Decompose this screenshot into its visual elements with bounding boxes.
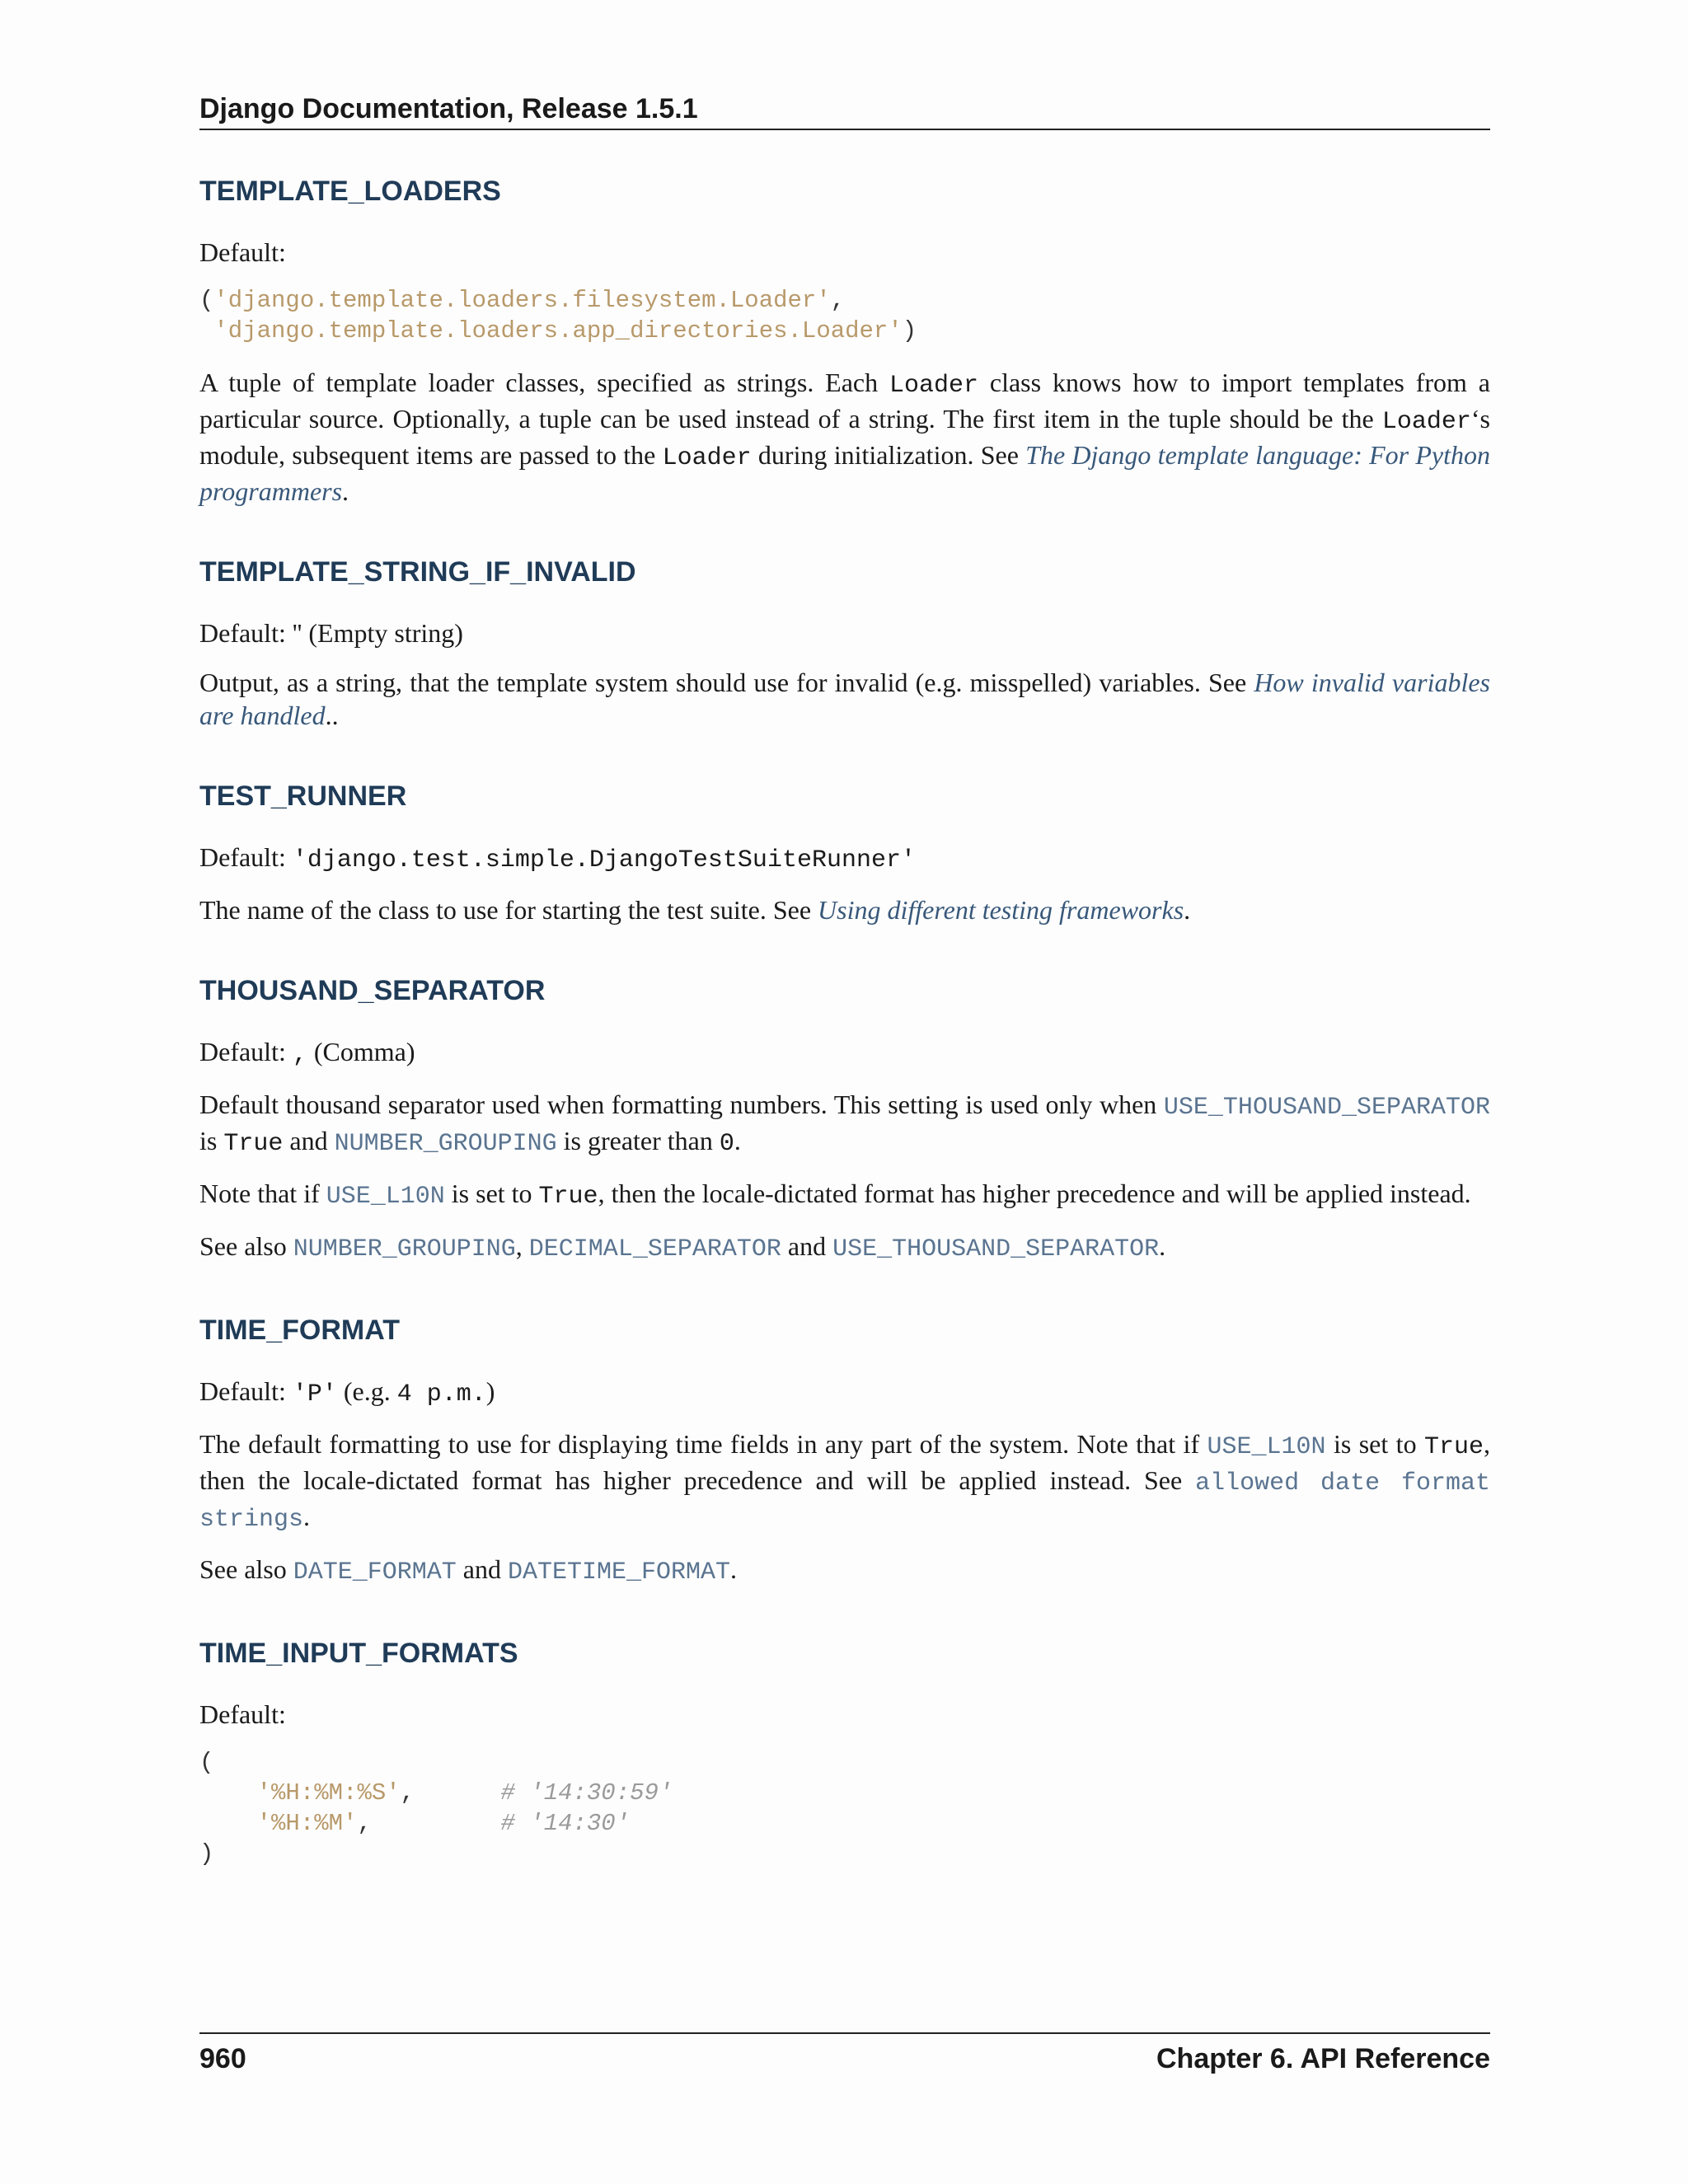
section-test-runner <box>199 778 1490 926</box>
code-comment: # '14:30:59' <box>500 1779 673 1807</box>
section-time-format <box>199 1312 1490 1589</box>
code-block: ( '%H:%M:%S', # '14:30:59' '%H:%M', # '14:30' ) <box>199 1749 673 1868</box>
link-template-language[interactable]: The Django template language: For Python programmers <box>199 440 1491 506</box>
default-label: Default: <box>199 237 286 267</box>
default-value: Default: '' (Empty string) <box>199 618 463 648</box>
note-paragraph: Note that if USE_L10N is set to True, then the locale-dictated format has higher precedence and will be applied instead. <box>199 1179 1471 1211</box>
ref-number-grouping[interactable]: NUMBER_GROUPING <box>293 1235 516 1263</box>
ref-date-format[interactable]: DATE_FORMAT <box>293 1558 457 1586</box>
description-paragraph: Default thousand separator used when formatting numbers. This setting is used only when USE_THOUSAND_SEPARATOR is True and NUMBER_GROUPING is greater than 0. <box>199 1090 1490 1158</box>
chapter-title: Chapter 6. API Reference <box>1156 2043 1490 2074</box>
code-string: '%H:%M' <box>256 1810 358 1837</box>
description-paragraph: The name of the class to use for starting the test suite. See Using different testing frameworks. <box>199 895 1191 925</box>
heading-test-runner: TEST_RUNNER <box>199 780 407 812</box>
code-string: '%H:%M:%S' <box>256 1779 401 1807</box>
section-template-loaders <box>199 173 1490 508</box>
see-also-paragraph: See also NUMBER_GROUPING, DECIMAL_SEPARATOR and USE_THOUSAND_SEPARATOR. <box>199 1231 1166 1263</box>
link-invalid-variables[interactable]: How invalid variables are handled <box>199 668 1491 730</box>
ref-use-l10n[interactable]: USE_L10N <box>326 1183 445 1211</box>
heading-time-input-formats: TIME_INPUT_FORMATS <box>199 1638 518 1669</box>
ref-use-thousand-separator[interactable]: USE_THOUSAND_SEPARATOR <box>1163 1094 1490 1122</box>
ref-number-grouping[interactable]: NUMBER_GROUPING <box>334 1130 557 1158</box>
ref-use-l10n[interactable]: USE_L10N <box>1207 1433 1326 1461</box>
ref-use-thousand-separator[interactable]: USE_THOUSAND_SEPARATOR <box>832 1235 1160 1263</box>
running-header <box>199 92 1490 130</box>
section-thousand-separator <box>199 972 1490 1266</box>
default-value: Default: , (Comma) <box>199 1037 415 1069</box>
page-number: 960 <box>199 2043 246 2074</box>
link-testing-frameworks[interactable]: Using different testing frameworks <box>818 895 1184 925</box>
ref-allowed-date-format-strings[interactable]: allowed date format strings <box>199 1469 1490 1534</box>
see-also-paragraph: See also DATE_FORMAT and DATETIME_FORMAT. <box>199 1554 738 1586</box>
description-paragraph: Output, as a string, that the template system should use for invalid (e.g. misspelled) variables. See How invalid variables are handled.. <box>199 668 1491 730</box>
heading-time-format: TIME_FORMAT <box>199 1315 401 1346</box>
ref-datetime-format[interactable]: DATETIME_FORMAT <box>508 1558 731 1586</box>
section-template-string-if-invalid <box>199 554 1490 732</box>
code-block: ('django.template.loaders.filesystem.Loader', 'django.template.loaders.app_directories.Loader') <box>199 287 917 344</box>
code-string: 'django.template.loaders.app_directories.Loader' <box>213 317 903 344</box>
ref-decimal-separator[interactable]: DECIMAL_SEPARATOR <box>528 1235 781 1263</box>
page-content <box>199 173 1490 1915</box>
heading-template-loaders: TEMPLATE_LOADERS <box>199 176 501 207</box>
default-label: Default: <box>199 1699 286 1729</box>
header-title: Django Documentation, Release 1.5.1 <box>199 93 698 124</box>
default-value: Default: 'django.test.simple.DjangoTestSuiteRunner' <box>199 842 916 874</box>
code-comment: # '14:30' <box>500 1810 631 1837</box>
default-value: Default: 'P' (e.g. 4 p.m.) <box>199 1376 495 1408</box>
code-string: 'django.template.loaders.filesystem.Loader' <box>213 287 831 314</box>
heading-thousand-separator: THOUSAND_SEPARATOR <box>199 975 546 1006</box>
description-paragraph: A tuple of template loader classes, specified as strings. Each Loader class knows how to import templates from a particular source. Optionally, a tuple can be used instead of a string. The first item in the tuple should be the Loader‘s module, subsequent items are passed to the Loader during initialization. See The Django template language: For Python programmers. <box>199 368 1491 506</box>
section-time-input-formats <box>199 1635 1490 1869</box>
description-paragraph: The default formatting to use for displaying time fields in any part of the system. Note that if USE_L10N is set to True, then the locale-dictated format has higher precedence and will be applied instead. See allowed date format strings. <box>199 1429 1491 1534</box>
heading-template-string-if-invalid: TEMPLATE_STRING_IF_INVALID <box>199 556 636 588</box>
running-footer <box>199 2032 1490 2075</box>
